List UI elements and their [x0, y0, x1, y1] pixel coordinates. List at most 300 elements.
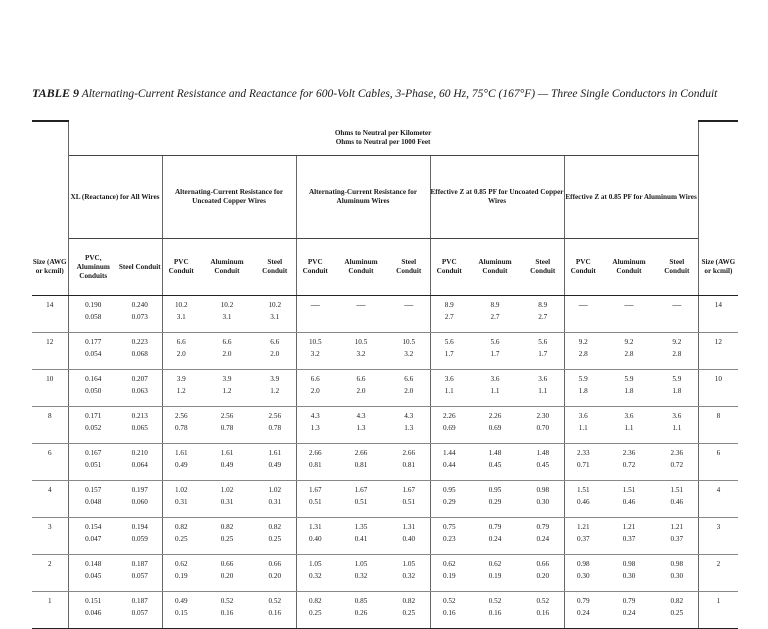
value-cell — [162, 592, 200, 629]
value-per-1000ft: 0.32 — [402, 572, 416, 580]
value-cell — [200, 370, 254, 407]
value-per-km: 0.82 — [670, 597, 684, 605]
size-cell-right: 2 — [698, 555, 738, 592]
value-per-1000ft: 0.45 — [536, 461, 550, 469]
value-per-1000ft: 3.1 — [270, 313, 280, 321]
value-per-km: 10.5 — [402, 338, 416, 346]
size-cell-right: 4 — [698, 481, 738, 518]
value-cell — [296, 407, 334, 444]
group-header-z-aluminum: Effective Z at 0.85 PF for Aluminum Wires — [564, 156, 698, 239]
group-header-ac-copper: Alternating-Current Resistance for Uncoated Copper Wires — [162, 156, 296, 239]
value-cell — [388, 481, 430, 518]
value-per-1000ft: 0.24 — [576, 609, 590, 617]
value-per-km: 3.9 — [176, 375, 186, 383]
value-cell — [468, 518, 522, 555]
value-cell — [564, 592, 602, 629]
col-zcu-pvc: PVC Conduit — [430, 239, 468, 296]
value-cell — [296, 555, 334, 592]
value-per-1000ft: 0.37 — [670, 535, 684, 543]
value-per-km: 2.66 — [354, 449, 368, 457]
value-per-km: 1.05 — [308, 560, 322, 568]
value-per-1000ft: 0.78 — [268, 424, 282, 432]
value-cell — [162, 481, 200, 518]
value-cell — [334, 407, 388, 444]
value-cell — [468, 444, 522, 481]
value-per-1000ft: 0.51 — [308, 498, 322, 506]
value-per-1000ft: 1.2 — [222, 387, 232, 395]
value-per-km: 2.30 — [536, 412, 550, 420]
value-per-km: 0.167 — [85, 449, 102, 457]
value-per-km: 0.75 — [442, 523, 456, 531]
value-per-1000ft: 0.24 — [536, 535, 550, 543]
value-per-km: 2.36 — [670, 449, 684, 457]
value-cell — [334, 370, 388, 407]
value-per-km: 0.62 — [442, 560, 456, 568]
value-per-km: 10.2 — [268, 301, 282, 309]
value-per-1000ft: 0.81 — [402, 461, 416, 469]
value-per-km: 0.177 — [85, 338, 102, 346]
value-per-1000ft: 0.44 — [442, 461, 456, 469]
size-header-spacer-left — [32, 121, 68, 239]
value-per-1000ft: 0.72 — [622, 461, 636, 469]
value-per-1000ft — [334, 313, 388, 325]
size-cell-right: 14 — [698, 296, 738, 333]
value-cell — [200, 444, 254, 481]
value-per-1000ft: 0.16 — [488, 609, 502, 617]
size-cell-left: 4 — [32, 481, 68, 518]
value-per-1000ft: 0.51 — [402, 498, 416, 506]
value-per-km: 2.66 — [402, 449, 416, 457]
value-per-km: 4.3 — [310, 412, 320, 420]
value-per-1000ft: 0.31 — [268, 498, 282, 506]
value-per-1000ft: 0.46 — [576, 498, 590, 506]
value-per-km: 1.02 — [174, 486, 188, 494]
value-per-km: 0.98 — [536, 486, 550, 494]
size-cell-left: 8 — [32, 407, 68, 444]
value-cell — [68, 370, 118, 407]
value-cell — [118, 518, 162, 555]
value-per-1000ft: 0.15 — [174, 609, 188, 617]
value-per-km: 1.35 — [354, 523, 368, 531]
value-cell — [334, 592, 388, 629]
value-cell — [296, 444, 334, 481]
table-row — [32, 555, 738, 592]
value-cell — [602, 592, 656, 629]
value-per-1000ft: 0.69 — [442, 424, 456, 432]
value-cell — [468, 370, 522, 407]
value-cell — [522, 407, 564, 444]
value-per-km: — — [404, 300, 414, 310]
value-per-km: 0.79 — [488, 523, 502, 531]
value-cell — [254, 296, 296, 333]
value-per-1000ft: 0.057 — [131, 572, 148, 580]
value-per-1000ft: 1.3 — [356, 424, 366, 432]
value-per-1000ft: 0.052 — [85, 424, 102, 432]
table-row — [32, 518, 738, 555]
value-cell — [564, 370, 602, 407]
value-cell — [254, 407, 296, 444]
value-per-km: 0.85 — [354, 597, 368, 605]
value-cell — [254, 444, 296, 481]
value-per-1000ft: 3.1 — [222, 313, 232, 321]
value-per-1000ft: 0.25 — [220, 535, 234, 543]
value-per-km: 8.9 — [444, 301, 454, 309]
value-per-1000ft: 1.7 — [490, 350, 500, 358]
value-per-km: 0.79 — [622, 597, 636, 605]
value-per-1000ft — [388, 313, 430, 325]
value-per-km: 2.66 — [308, 449, 322, 457]
value-per-km: — — [672, 300, 682, 310]
value-cell — [162, 296, 200, 333]
value-cell — [564, 296, 602, 333]
value-cell — [388, 296, 430, 333]
value-per-1000ft: 0.81 — [354, 461, 368, 469]
value-per-1000ft: 1.7 — [444, 350, 454, 358]
value-cell — [162, 370, 200, 407]
value-per-1000ft: 0.20 — [220, 572, 234, 580]
value-per-km: 2.33 — [576, 449, 590, 457]
value-per-km: 0.95 — [488, 486, 502, 494]
col-zal-al: Aluminum Conduit — [602, 239, 656, 296]
value-cell — [162, 518, 200, 555]
value-per-1000ft: 0.25 — [268, 535, 282, 543]
value-per-km: 3.9 — [222, 375, 232, 383]
size-header-left: Size (AWG or kcmil) — [32, 239, 68, 296]
value-per-1000ft: 0.30 — [622, 572, 636, 580]
value-per-km: 6.6 — [356, 375, 366, 383]
size-cell-left: 12 — [32, 333, 68, 370]
value-cell — [656, 444, 698, 481]
col-accu-pvc: PVC Conduit — [162, 239, 200, 296]
value-per-1000ft: 1.8 — [624, 387, 634, 395]
value-per-km: 5.6 — [444, 338, 454, 346]
value-per-km: 1.31 — [308, 523, 322, 531]
size-cell-left: 3 — [32, 518, 68, 555]
value-per-1000ft: 1.7 — [538, 350, 548, 358]
value-per-km: 0.207 — [131, 375, 148, 383]
value-per-km: 0.171 — [85, 412, 102, 420]
value-per-1000ft: 0.25 — [174, 535, 188, 543]
value-per-km: 8.9 — [538, 301, 548, 309]
value-per-1000ft: 0.058 — [85, 313, 102, 321]
value-per-1000ft: 0.051 — [85, 461, 102, 469]
value-per-km: 10.2 — [220, 301, 234, 309]
col-zcu-steel: Steel Conduit — [522, 239, 564, 296]
value-per-1000ft: 0.19 — [488, 572, 502, 580]
value-cell — [522, 333, 564, 370]
value-per-1000ft: 0.25 — [308, 609, 322, 617]
size-cell-left: 1 — [32, 592, 68, 629]
value-per-km: 1.05 — [402, 560, 416, 568]
value-cell — [162, 555, 200, 592]
value-cell — [564, 518, 602, 555]
value-per-km: — — [356, 300, 366, 310]
value-per-km: 2.56 — [220, 412, 234, 420]
value-per-1000ft: 0.81 — [308, 461, 322, 469]
value-per-1000ft: 0.31 — [174, 498, 188, 506]
value-cell — [254, 333, 296, 370]
value-per-km: 1.61 — [174, 449, 188, 457]
value-cell — [602, 518, 656, 555]
group-header-z-copper: Effective Z at 0.85 PF for Uncoated Copper Wires — [430, 156, 564, 239]
value-cell — [430, 481, 468, 518]
value-cell — [68, 481, 118, 518]
col-acal-al: Aluminum Conduit — [334, 239, 388, 296]
value-per-1000ft: 0.70 — [536, 424, 550, 432]
value-per-1000ft: 0.19 — [442, 572, 456, 580]
value-per-km: 0.210 — [131, 449, 148, 457]
value-cell — [430, 555, 468, 592]
value-per-1000ft: 0.068 — [131, 350, 148, 358]
value-per-km: 0.154 — [85, 523, 102, 531]
value-per-km: 5.6 — [538, 338, 548, 346]
value-cell — [602, 444, 656, 481]
value-cell — [522, 296, 564, 333]
value-per-1000ft: 0.25 — [670, 609, 684, 617]
value-per-1000ft: 1.1 — [538, 387, 548, 395]
value-per-km: 9.2 — [578, 338, 588, 346]
value-cell — [334, 555, 388, 592]
value-per-1000ft: 0.065 — [131, 424, 148, 432]
value-per-1000ft: 0.16 — [442, 609, 456, 617]
value-per-km: 1.48 — [488, 449, 502, 457]
value-per-1000ft — [656, 313, 698, 325]
group-header-reactance: XL (Reactance) for All Wires — [68, 156, 162, 239]
value-per-1000ft — [565, 313, 603, 325]
size-cell-right: 10 — [698, 370, 738, 407]
value-cell — [200, 296, 254, 333]
resistance-reactance-table-wrap — [32, 120, 738, 629]
value-per-km: 4.3 — [404, 412, 414, 420]
table-body — [32, 296, 738, 629]
value-per-1000ft: 1.8 — [578, 387, 588, 395]
value-cell — [118, 333, 162, 370]
value-per-1000ft: 2.7 — [490, 313, 500, 321]
value-per-1000ft: 2.7 — [444, 313, 454, 321]
value-per-1000ft: 0.32 — [308, 572, 322, 580]
value-per-km: 2.26 — [442, 412, 456, 420]
value-per-1000ft: 0.29 — [442, 498, 456, 506]
value-per-1000ft: 1.8 — [672, 387, 682, 395]
value-per-km: 6.6 — [176, 338, 186, 346]
value-per-1000ft: 0.054 — [85, 350, 102, 358]
value-per-km: — — [310, 300, 320, 310]
value-per-1000ft: 1.1 — [624, 424, 634, 432]
value-cell — [68, 518, 118, 555]
value-per-1000ft: 2.0 — [356, 387, 366, 395]
value-per-km: 0.82 — [308, 597, 322, 605]
value-per-1000ft: 2.0 — [404, 387, 414, 395]
value-per-km: 2.26 — [488, 412, 502, 420]
value-cell — [334, 333, 388, 370]
value-cell — [68, 444, 118, 481]
col-accu-steel: Steel Conduit — [254, 239, 296, 296]
value-per-km: 6.6 — [270, 338, 280, 346]
value-per-km: 0.187 — [131, 560, 148, 568]
value-per-km: 0.148 — [85, 560, 102, 568]
size-cell-right: 12 — [698, 333, 738, 370]
value-cell — [656, 555, 698, 592]
table-row — [32, 592, 738, 629]
value-cell — [468, 407, 522, 444]
value-per-km: 3.6 — [444, 375, 454, 383]
value-cell — [656, 518, 698, 555]
value-cell — [468, 592, 522, 629]
value-cell — [200, 333, 254, 370]
units-line-ft: Ohms to Neutral per 1000 Feet — [335, 138, 431, 146]
value-per-km: 0.62 — [488, 560, 502, 568]
value-per-1000ft: 0.29 — [488, 498, 502, 506]
value-per-1000ft: 0.40 — [308, 535, 322, 543]
value-per-1000ft: 2.8 — [624, 350, 634, 358]
value-per-1000ft: 2.8 — [672, 350, 682, 358]
value-per-1000ft: 0.19 — [174, 572, 188, 580]
value-cell — [296, 518, 334, 555]
value-per-km: 0.197 — [131, 486, 148, 494]
value-per-km: 1.48 — [536, 449, 550, 457]
value-cell — [118, 444, 162, 481]
value-per-km: 0.240 — [131, 301, 148, 309]
value-per-km: 1.51 — [576, 486, 590, 494]
value-per-km: 1.67 — [354, 486, 368, 494]
value-per-1000ft: 0.46 — [622, 498, 636, 506]
value-per-1000ft: 0.16 — [220, 609, 234, 617]
value-per-km: 5.9 — [578, 375, 588, 383]
col-zal-pvc: PVC Conduit — [564, 239, 602, 296]
value-per-km: 0.151 — [85, 597, 102, 605]
value-per-1000ft: 0.49 — [174, 461, 188, 469]
size-header-right: Size (AWG or kcmil) — [698, 239, 738, 296]
value-per-1000ft: 0.057 — [131, 609, 148, 617]
value-per-km: 0.79 — [536, 523, 550, 531]
value-per-1000ft: 3.2 — [356, 350, 366, 358]
value-per-km: 10.5 — [308, 338, 322, 346]
value-cell — [254, 518, 296, 555]
value-cell — [68, 592, 118, 629]
value-per-1000ft: 0.064 — [131, 461, 148, 469]
value-cell — [602, 555, 656, 592]
value-per-1000ft: 0.69 — [488, 424, 502, 432]
value-cell — [334, 481, 388, 518]
value-cell — [118, 481, 162, 518]
value-per-km: 0.52 — [268, 597, 282, 605]
value-cell — [118, 592, 162, 629]
value-per-km: 3.6 — [490, 375, 500, 383]
value-per-1000ft: 2.0 — [176, 350, 186, 358]
value-cell — [118, 370, 162, 407]
value-cell — [564, 444, 602, 481]
size-cell-left: 14 — [32, 296, 68, 333]
value-per-km: 0.82 — [402, 597, 416, 605]
value-cell — [334, 444, 388, 481]
value-per-1000ft: 0.78 — [174, 424, 188, 432]
value-per-km: 1.61 — [268, 449, 282, 457]
value-per-1000ft: 0.46 — [670, 498, 684, 506]
value-cell — [468, 555, 522, 592]
table-row — [32, 296, 738, 333]
value-per-km: 3.6 — [538, 375, 548, 383]
value-cell — [430, 518, 468, 555]
value-per-km: 2.56 — [174, 412, 188, 420]
table-row — [32, 407, 738, 444]
value-per-km: 0.95 — [442, 486, 456, 494]
value-cell — [68, 407, 118, 444]
value-cell — [564, 333, 602, 370]
value-per-1000ft: 0.37 — [576, 535, 590, 543]
value-per-1000ft: 0.047 — [85, 535, 102, 543]
value-per-km: 5.6 — [490, 338, 500, 346]
group-header-ac-aluminum: Alternating-Current Resistance for Aluminum Wires — [296, 156, 430, 239]
value-per-km: 0.79 — [576, 597, 590, 605]
value-cell — [162, 407, 200, 444]
value-cell — [296, 481, 334, 518]
value-per-km: — — [624, 300, 634, 310]
value-per-1000ft: 0.37 — [622, 535, 636, 543]
size-cell-left: 2 — [32, 555, 68, 592]
value-cell — [430, 407, 468, 444]
value-per-km: 6.6 — [404, 375, 414, 383]
value-per-1000ft: 1.3 — [404, 424, 414, 432]
size-header-spacer-right — [698, 121, 738, 239]
value-per-1000ft: 2.8 — [578, 350, 588, 358]
value-cell — [602, 481, 656, 518]
value-per-km: 0.164 — [85, 375, 102, 383]
value-per-km: 0.194 — [131, 523, 148, 531]
value-per-km: 3.6 — [624, 412, 634, 420]
value-cell — [656, 481, 698, 518]
value-per-km: 1.67 — [308, 486, 322, 494]
value-cell — [430, 444, 468, 481]
value-cell — [468, 333, 522, 370]
value-per-km: 8.9 — [490, 301, 500, 309]
value-per-1000ft: 0.49 — [220, 461, 234, 469]
value-per-1000ft: 1.3 — [310, 424, 320, 432]
value-cell — [200, 481, 254, 518]
value-per-km: 1.21 — [670, 523, 684, 531]
value-cell — [200, 407, 254, 444]
value-per-km: 1.21 — [576, 523, 590, 531]
value-per-km: 1.44 — [442, 449, 456, 457]
value-per-1000ft: 0.40 — [402, 535, 416, 543]
value-per-km: 0.52 — [536, 597, 550, 605]
col-accu-al: Aluminum Conduit — [200, 239, 254, 296]
value-cell — [334, 296, 388, 333]
value-per-km: 0.52 — [220, 597, 234, 605]
value-per-1000ft: 0.26 — [354, 609, 368, 617]
value-per-km: 1.05 — [354, 560, 368, 568]
value-per-km: 9.2 — [624, 338, 634, 346]
value-per-km: 10.5 — [354, 338, 368, 346]
value-cell — [388, 555, 430, 592]
value-per-km: 1.51 — [670, 486, 684, 494]
value-cell — [522, 555, 564, 592]
value-per-1000ft: 3.1 — [176, 313, 186, 321]
value-per-1000ft: 1.1 — [578, 424, 588, 432]
value-per-km: 1.02 — [268, 486, 282, 494]
value-per-km: 0.82 — [220, 523, 234, 531]
value-per-1000ft: 0.16 — [268, 609, 282, 617]
value-per-1000ft: 3.2 — [404, 350, 414, 358]
table-caption — [32, 86, 732, 101]
value-cell — [388, 333, 430, 370]
value-per-1000ft: 0.71 — [576, 461, 590, 469]
value-per-1000ft: 0.78 — [220, 424, 234, 432]
value-per-km: 0.98 — [576, 560, 590, 568]
value-per-km: 0.49 — [174, 597, 188, 605]
size-cell-right: 3 — [698, 518, 738, 555]
value-per-1000ft: 0.073 — [131, 313, 148, 321]
value-cell — [388, 407, 430, 444]
